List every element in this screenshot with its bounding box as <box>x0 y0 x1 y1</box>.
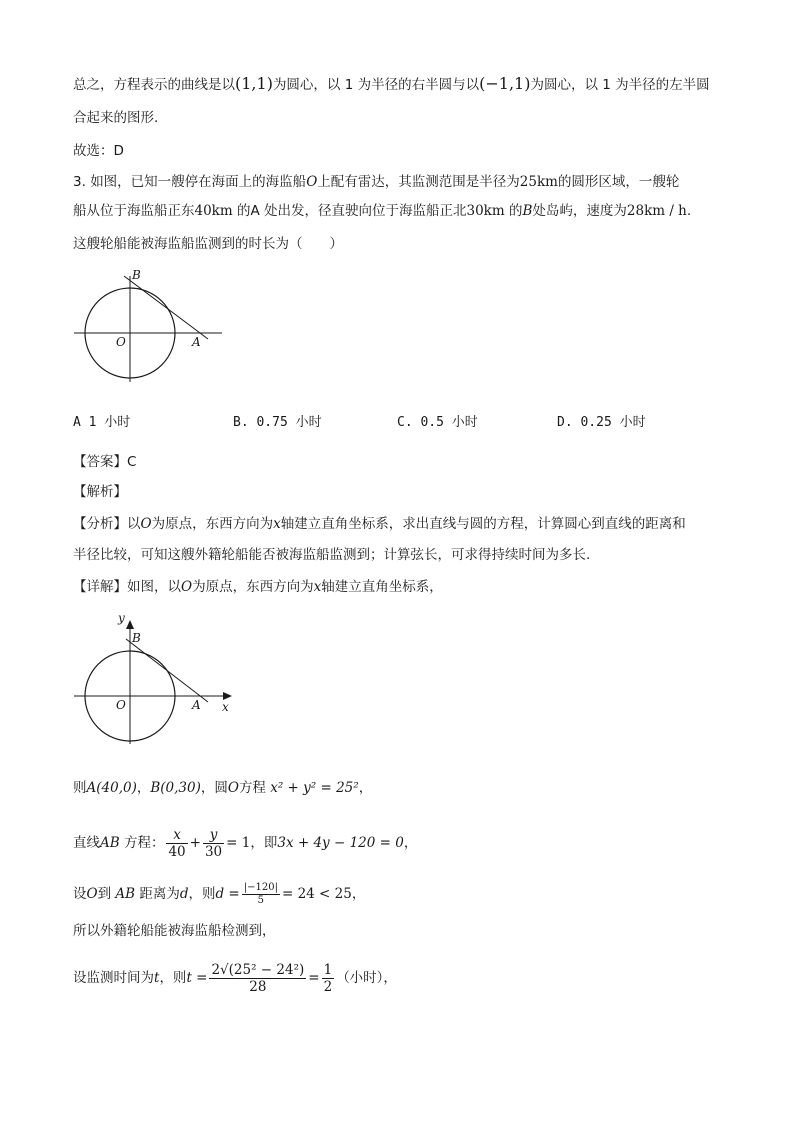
question-line-1 <box>73 172 679 192</box>
figure-1-diagram <box>68 266 228 386</box>
answer-line <box>73 452 136 472</box>
xiangjie-text: 如图，以 <box>127 579 181 595</box>
step-text: ，圆 <box>200 780 228 796</box>
question-text: 处岛屿，速度为 <box>532 203 627 219</box>
var-AB: AB <box>100 835 120 851</box>
x-axis-arrow <box>223 692 232 700</box>
step-text: ， <box>403 835 418 851</box>
point-A: A(40,0) <box>86 780 137 796</box>
fenxi-line-2: 半径比较，可知这艘外籍轮船能否被海监船监测到；计算弦长，可求得持续时间为多长. <box>73 547 591 563</box>
circle-equation: x² + y² = 25² <box>270 780 359 796</box>
intro-line-1 <box>73 74 710 95</box>
step-text: （小时）， <box>336 970 397 986</box>
var-B: B <box>522 203 533 219</box>
frac-num: 2√(25² − 24²) <box>211 961 305 978</box>
segment-AB <box>126 639 208 702</box>
var-AB: AB <box>115 886 136 902</box>
answer-tag: 【答案】 <box>73 454 127 470</box>
step-text: 设 <box>73 886 87 902</box>
fraction-half <box>322 962 335 995</box>
y-axis-arrow <box>126 620 134 629</box>
question-text: 上配有雷达，其监测范围是半径为 <box>317 174 520 190</box>
step-text: 到 <box>97 886 112 902</box>
frac-den: 40 <box>168 843 186 860</box>
choice-line: 故选：D <box>73 143 124 159</box>
var-O: O <box>306 174 318 190</box>
question-text: 的 <box>508 203 523 219</box>
step-text: 直线 <box>73 835 100 851</box>
frac-num: |−120| <box>243 881 278 893</box>
fraction-time <box>209 962 306 995</box>
step-1 <box>73 778 372 798</box>
question-number: 3. <box>73 174 86 190</box>
var-O: O <box>181 579 193 595</box>
step-text: 方程 <box>238 780 266 796</box>
var-t: t <box>154 970 160 986</box>
step-text: 则 <box>73 780 87 796</box>
frac-den: 30 <box>204 843 223 860</box>
equals-one: = 1 <box>226 835 251 851</box>
frac-den: 5 <box>257 894 265 906</box>
intro-line-2: 合起来的图形. <box>73 110 159 126</box>
fraction-distance <box>242 882 280 907</box>
question-text: 的圆形区域，一艘轮 <box>557 174 680 190</box>
fenxi-text: 为原点，东西方向为 <box>151 516 274 532</box>
radius-value: 25km <box>519 174 558 190</box>
label-O: O <box>116 698 126 712</box>
option-a: A 1 小时 <box>73 415 131 430</box>
fraction-x-40 <box>166 827 187 860</box>
var-x: x <box>313 579 322 595</box>
label-B: B <box>132 268 141 282</box>
frac-num: 1 <box>323 961 333 978</box>
fenxi-tag: 【分析】 <box>73 516 127 532</box>
point-B: B(0,30) <box>150 780 201 796</box>
xiangjie-text: 为原点，东西方向为 <box>192 579 314 595</box>
intro-text: 为圆心，以 1 为半径的左半圆 <box>530 77 710 93</box>
var-x: x <box>273 516 281 532</box>
point-1-1: (1,1) <box>235 74 273 93</box>
step-text: 方程： <box>123 835 165 851</box>
fraction-y-30 <box>203 827 224 860</box>
question-text: 的A 处出发，径直驶向位于海监船正北 <box>236 203 467 219</box>
fenxi-text: 以 <box>127 516 141 532</box>
step-text: ， <box>136 780 151 796</box>
var-O: O <box>86 886 98 902</box>
t-equals: t = <box>186 970 208 986</box>
question-text: . <box>686 203 692 219</box>
answer-value: C <box>127 454 137 470</box>
step-text: ，即 <box>250 835 278 851</box>
step-text: 距离为 <box>139 886 180 902</box>
point-neg1-1: (−1,1) <box>479 74 531 93</box>
analysis-tag: 【解析】 <box>73 484 127 500</box>
fenxi-line-1 <box>73 514 686 534</box>
label-A: A <box>192 698 201 712</box>
fenxi-text: 轴建立直角坐标系，求出直线与圆的方程，计算圆心到直线的距离和 <box>280 516 686 532</box>
label-y: y <box>118 611 125 625</box>
label-O: O <box>116 335 126 349</box>
question-text: 如图，已知一艘停在海面上的海监船 <box>90 174 307 190</box>
step-text: ， <box>351 886 366 902</box>
step-5 <box>73 958 397 998</box>
plus-sign: + <box>189 835 201 851</box>
var-d: d <box>179 886 189 902</box>
step-text: ，则 <box>159 970 187 986</box>
frac-num: x <box>166 827 187 844</box>
step-text: 设监测时间为 <box>73 970 154 986</box>
frac-den: 2 <box>323 978 333 995</box>
speed-value: 28km / h <box>626 203 687 219</box>
distance-east: 40km <box>194 203 233 219</box>
step-4: 所以外籍轮船能被海监船检测到， <box>73 923 276 939</box>
line-equation: 3x + 4y − 120 = 0 <box>277 835 404 851</box>
segment-AB <box>124 276 208 339</box>
equals-sign: = <box>308 970 320 986</box>
intro-text: 为圆心，以 1 为半径的右半圆与以 <box>272 77 480 93</box>
option-c: C. 0.5 小时 <box>397 415 478 430</box>
step-text: ， <box>358 780 373 796</box>
distance-north: 30km <box>466 203 505 219</box>
option-b: B. 0.75 小时 <box>233 415 322 430</box>
distance-compare: = 24 < 25 <box>281 886 352 902</box>
xiangjie-tag: 【详解】 <box>73 579 127 595</box>
step-3 <box>73 878 365 910</box>
step-text: ，则 <box>188 886 216 902</box>
option-d: D. 0.25 小时 <box>557 415 646 430</box>
frac-den: 28 <box>249 978 267 995</box>
intro-text: 总之，方程表示的曲线是以 <box>73 77 235 93</box>
var-O: O <box>227 780 239 796</box>
label-A: A <box>192 335 201 349</box>
step-2 <box>73 825 417 861</box>
label-x: x <box>222 700 229 714</box>
xiangjie-text: 轴建立直角坐标系， <box>321 579 443 595</box>
xiangjie-line <box>73 577 443 597</box>
question-line-2 <box>73 201 691 221</box>
frac-num: y <box>203 827 224 844</box>
question-text: 船从位于海监船正东 <box>73 203 195 219</box>
d-equals: d = <box>215 886 240 902</box>
figure-2-diagram <box>68 610 238 750</box>
question-line-3: 这艘轮船能被海监船监测到的时长为（ ） <box>73 236 343 252</box>
label-B: B <box>132 631 141 645</box>
var-O: O <box>140 516 152 532</box>
